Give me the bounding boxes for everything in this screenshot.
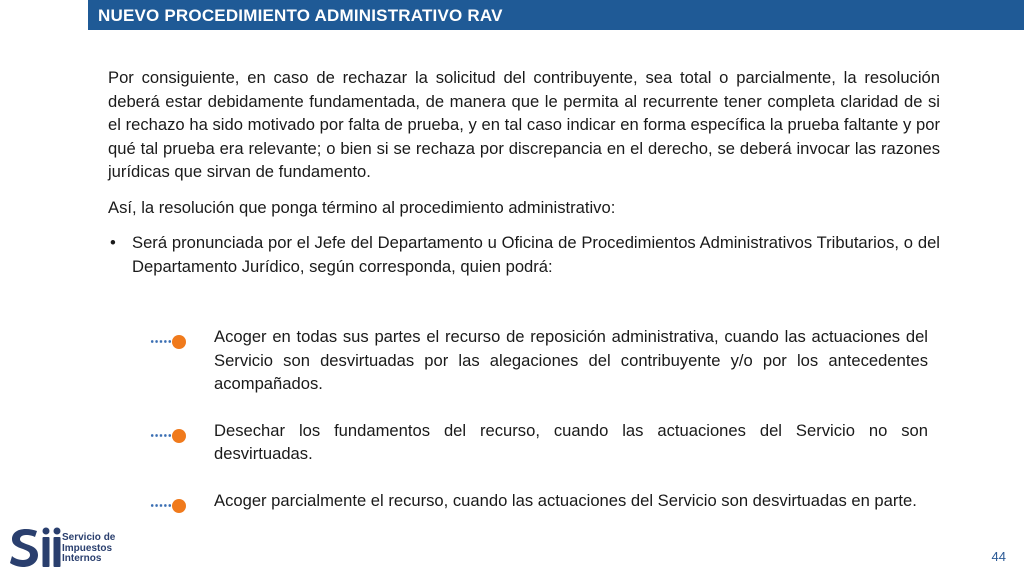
page-number: 44: [991, 549, 1006, 564]
options-list: [150, 325, 928, 535]
logo-line: Internos: [62, 553, 102, 564]
option-acoger-total: [150, 325, 928, 396]
slide-body: [108, 66, 940, 278]
option-text: Desechar los fundamentos del recurso, cuando las actuaciones del Servicio no son desvirtuadas.: [214, 420, 928, 463]
paragraph-rechazo: Por consiguiente, en caso de rechazar la solicitud del contribuyente, sea total o parcialmente, la resolución deberá estar debidamente fundamentada, de manera que le permita al recurrente tener completa claridad de si el rechazo ha sido motivado por falta de prueba, y en tal caso indicar en forma específica la prueba faltante y por qué tal prueba era relevante; o bien si se rechaza por discrepancia en el derecho, se deberá invocar las razones jurídicas que sirvan de fundamento.: [108, 68, 940, 181]
logo-line: Servicio de: [62, 532, 116, 543]
option-text: Acoger en todas sus partes el recurso de reposición administrativa, cuando las actuaciones del Servicio son desvirtuadas por las alegaciones del contribuyente y/o por los antecedentes acompañados.: [214, 327, 928, 393]
slide-title: NUEVO PROCEDIMIENTO ADMINISTRATIVO RAV: [88, 0, 1024, 30]
option-desechar: [150, 419, 928, 466]
option-text: Acoger parcialmente el recurso, cuando las actuaciones del Servicio son desvirtuadas en parte.: [214, 490, 917, 510]
logo-line: Impuestos: [62, 542, 113, 554]
bullet-symbol: •: [110, 233, 116, 252]
dotted-arrow-marker-icon: [150, 499, 190, 515]
dotted-arrow-marker-icon: [150, 429, 190, 445]
paragraph-resolucion: Así, la resolución que ponga término al procedimiento administrativo:: [108, 197, 616, 217]
dotted-arrow-marker-icon: [150, 335, 190, 351]
bullet-text: Será pronunciada por el Jefe del Departamento u Oficina de Procedimientos Administrativos Tributarios, o del Departamento Jurídico, según corresponda, quien podrá:: [132, 233, 940, 276]
logo-text: [62, 533, 115, 565]
option-acoger-parcial: [150, 489, 928, 513]
bullet-item: [108, 231, 940, 278]
